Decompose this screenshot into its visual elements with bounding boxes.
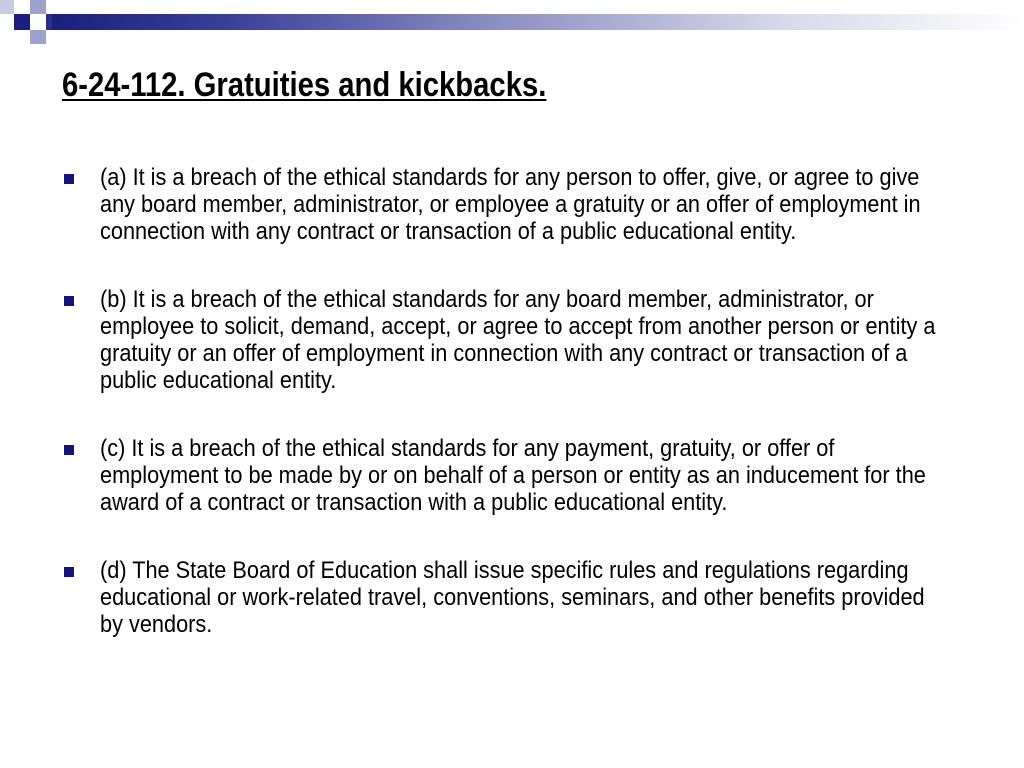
slide-title: 6-24-112. Gratuities and kickbacks.	[62, 66, 547, 104]
bullet-text: (b) It is a breach of the ethical standards for any board member, administrator, or employee to solicit, demand, accept, or agree to accept from another person or entity a gratuity or an offer of employment in connection with any contract or transaction of a public educational entity.	[100, 286, 936, 394]
square-bullet-icon	[64, 174, 74, 184]
square-bullet-icon	[64, 296, 74, 306]
bullet-text: (a) It is a breach of the ethical standards for any person to offer, give, or agree to give any board member, administrator, or employee a gratuity or an offer of employment in connection with any contract or transaction of a public educational entity.	[100, 164, 921, 245]
deco-square-icon	[0, 0, 14, 14]
bullet-item-b	[62, 286, 962, 394]
bullet-item-c	[62, 435, 962, 516]
deco-square-icon	[14, 14, 30, 30]
bullet-list	[62, 164, 962, 679]
bullet-text: (d) The State Board of Education shall issue specific rules and regulations regarding educational or work-related travel, conventions, seminars, and other benefits provided by vendors.	[100, 557, 925, 638]
deco-square-icon	[30, 30, 46, 44]
header-gradient-bar	[52, 14, 1024, 30]
header-decoration	[0, 0, 1024, 44]
bullet-text: (c) It is a breach of the ethical standards for any payment, gratuity, or offer of employment to be made by or on behalf of a person or entity as an inducement for the award of a contract or transaction with a public educational entity.	[100, 435, 926, 516]
square-bullet-icon	[64, 567, 74, 577]
deco-square-icon	[30, 0, 46, 14]
square-bullet-icon	[64, 445, 74, 455]
bullet-item-a	[62, 164, 962, 245]
bullet-item-d	[62, 557, 962, 638]
